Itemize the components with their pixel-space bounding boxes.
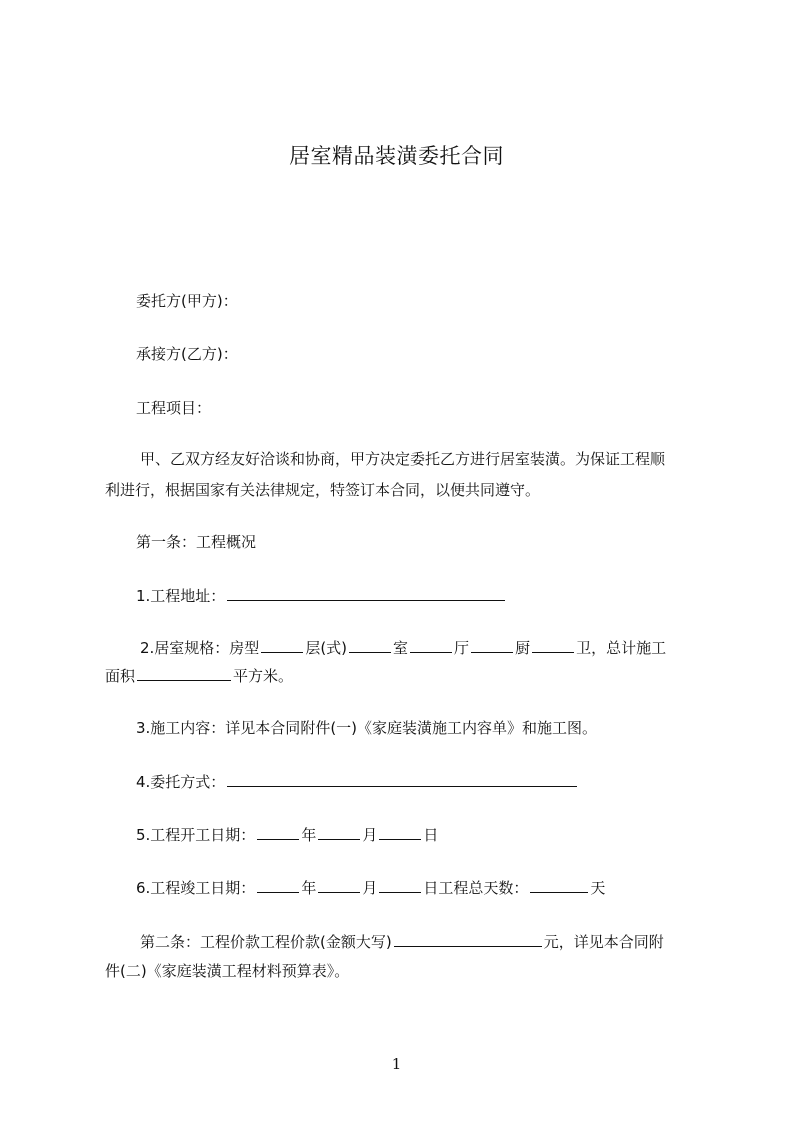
item-spec-line-2	[105, 661, 705, 692]
spec-blank-2	[349, 636, 391, 653]
end-month-blank	[318, 876, 360, 893]
address-blank	[227, 584, 505, 601]
item-end-date	[105, 873, 736, 904]
start-year-blank	[257, 823, 299, 840]
item-start-date	[105, 820, 736, 851]
article1-heading: 第一条：工程概况	[136, 533, 257, 551]
commission-blank	[227, 770, 577, 787]
item-address-label: 1.工程地址：	[136, 587, 226, 605]
item-commission-label: 4.委托方式：	[136, 773, 226, 791]
start-month-blank	[318, 823, 360, 840]
total-days-unit: 天	[590, 879, 606, 897]
spec-blank-3	[410, 636, 452, 653]
end-date-label: 6.工程竣工日期：	[136, 879, 256, 897]
spec-blank-1	[261, 636, 303, 653]
spec-blank-5	[532, 636, 574, 653]
spec-unit-wei: 卫，总计施工	[576, 639, 667, 657]
intro-line-2: 利进行，根据国家有关法律规定，特签订本合同，以便共同遵守。	[105, 481, 541, 499]
intro-line-1: 甲、乙双方经友好洽谈和协商，甲方决定委托乙方进行居室装潢。为保证工程顺	[140, 450, 666, 468]
project-label: 工程项目：	[136, 399, 212, 417]
spec-blank-4	[471, 636, 513, 653]
price-blank	[394, 930, 542, 947]
start-year-unit: 年	[301, 826, 317, 844]
article2-prefix: 第二条：工程价款工程价款(金额大写)	[140, 933, 392, 951]
total-days-blank	[530, 876, 588, 893]
end-year-unit: 年	[301, 879, 317, 897]
article2-suffix: 元，详见本合同附	[543, 933, 664, 951]
item-spec-label: 2.居室规格：房型	[140, 639, 260, 657]
party-a-label: 委托方(甲方)：	[136, 292, 238, 310]
item-commission	[105, 767, 736, 798]
start-month-unit: 月	[362, 826, 378, 844]
end-day-blank	[379, 876, 421, 893]
item-address	[105, 581, 736, 612]
document-title: 居室精品装潢委托合同	[289, 144, 504, 168]
article2-line-2: 件(二)《家庭装潢工程材料预算表》。	[105, 962, 350, 980]
page-number: 1	[391, 1055, 402, 1073]
spec-area-suffix: 平方米。	[233, 667, 294, 685]
spec-unit-shi: 室	[393, 639, 409, 657]
spec-area-blank	[137, 664, 231, 681]
end-day-total-label: 日工程总天数：	[423, 879, 529, 897]
item-content: 3.施工内容：详见本合同附件(一)《家庭装潢施工内容单》和施工图。	[136, 719, 598, 737]
start-day-blank	[379, 823, 421, 840]
spec-unit-chu: 厨	[515, 639, 531, 657]
start-date-label: 5.工程开工日期：	[136, 826, 256, 844]
spec-area-prefix: 面积	[105, 667, 136, 685]
start-day-unit: 日	[423, 826, 439, 844]
item-spec-line-1	[105, 633, 740, 664]
article2-line-1	[105, 927, 740, 958]
party-b-label: 承接方(乙方)：	[136, 345, 238, 363]
spec-unit-ting: 厅	[454, 639, 470, 657]
end-year-blank	[257, 876, 299, 893]
end-month-unit: 月	[362, 879, 378, 897]
spec-unit-ceng: 层(式)	[305, 639, 348, 657]
